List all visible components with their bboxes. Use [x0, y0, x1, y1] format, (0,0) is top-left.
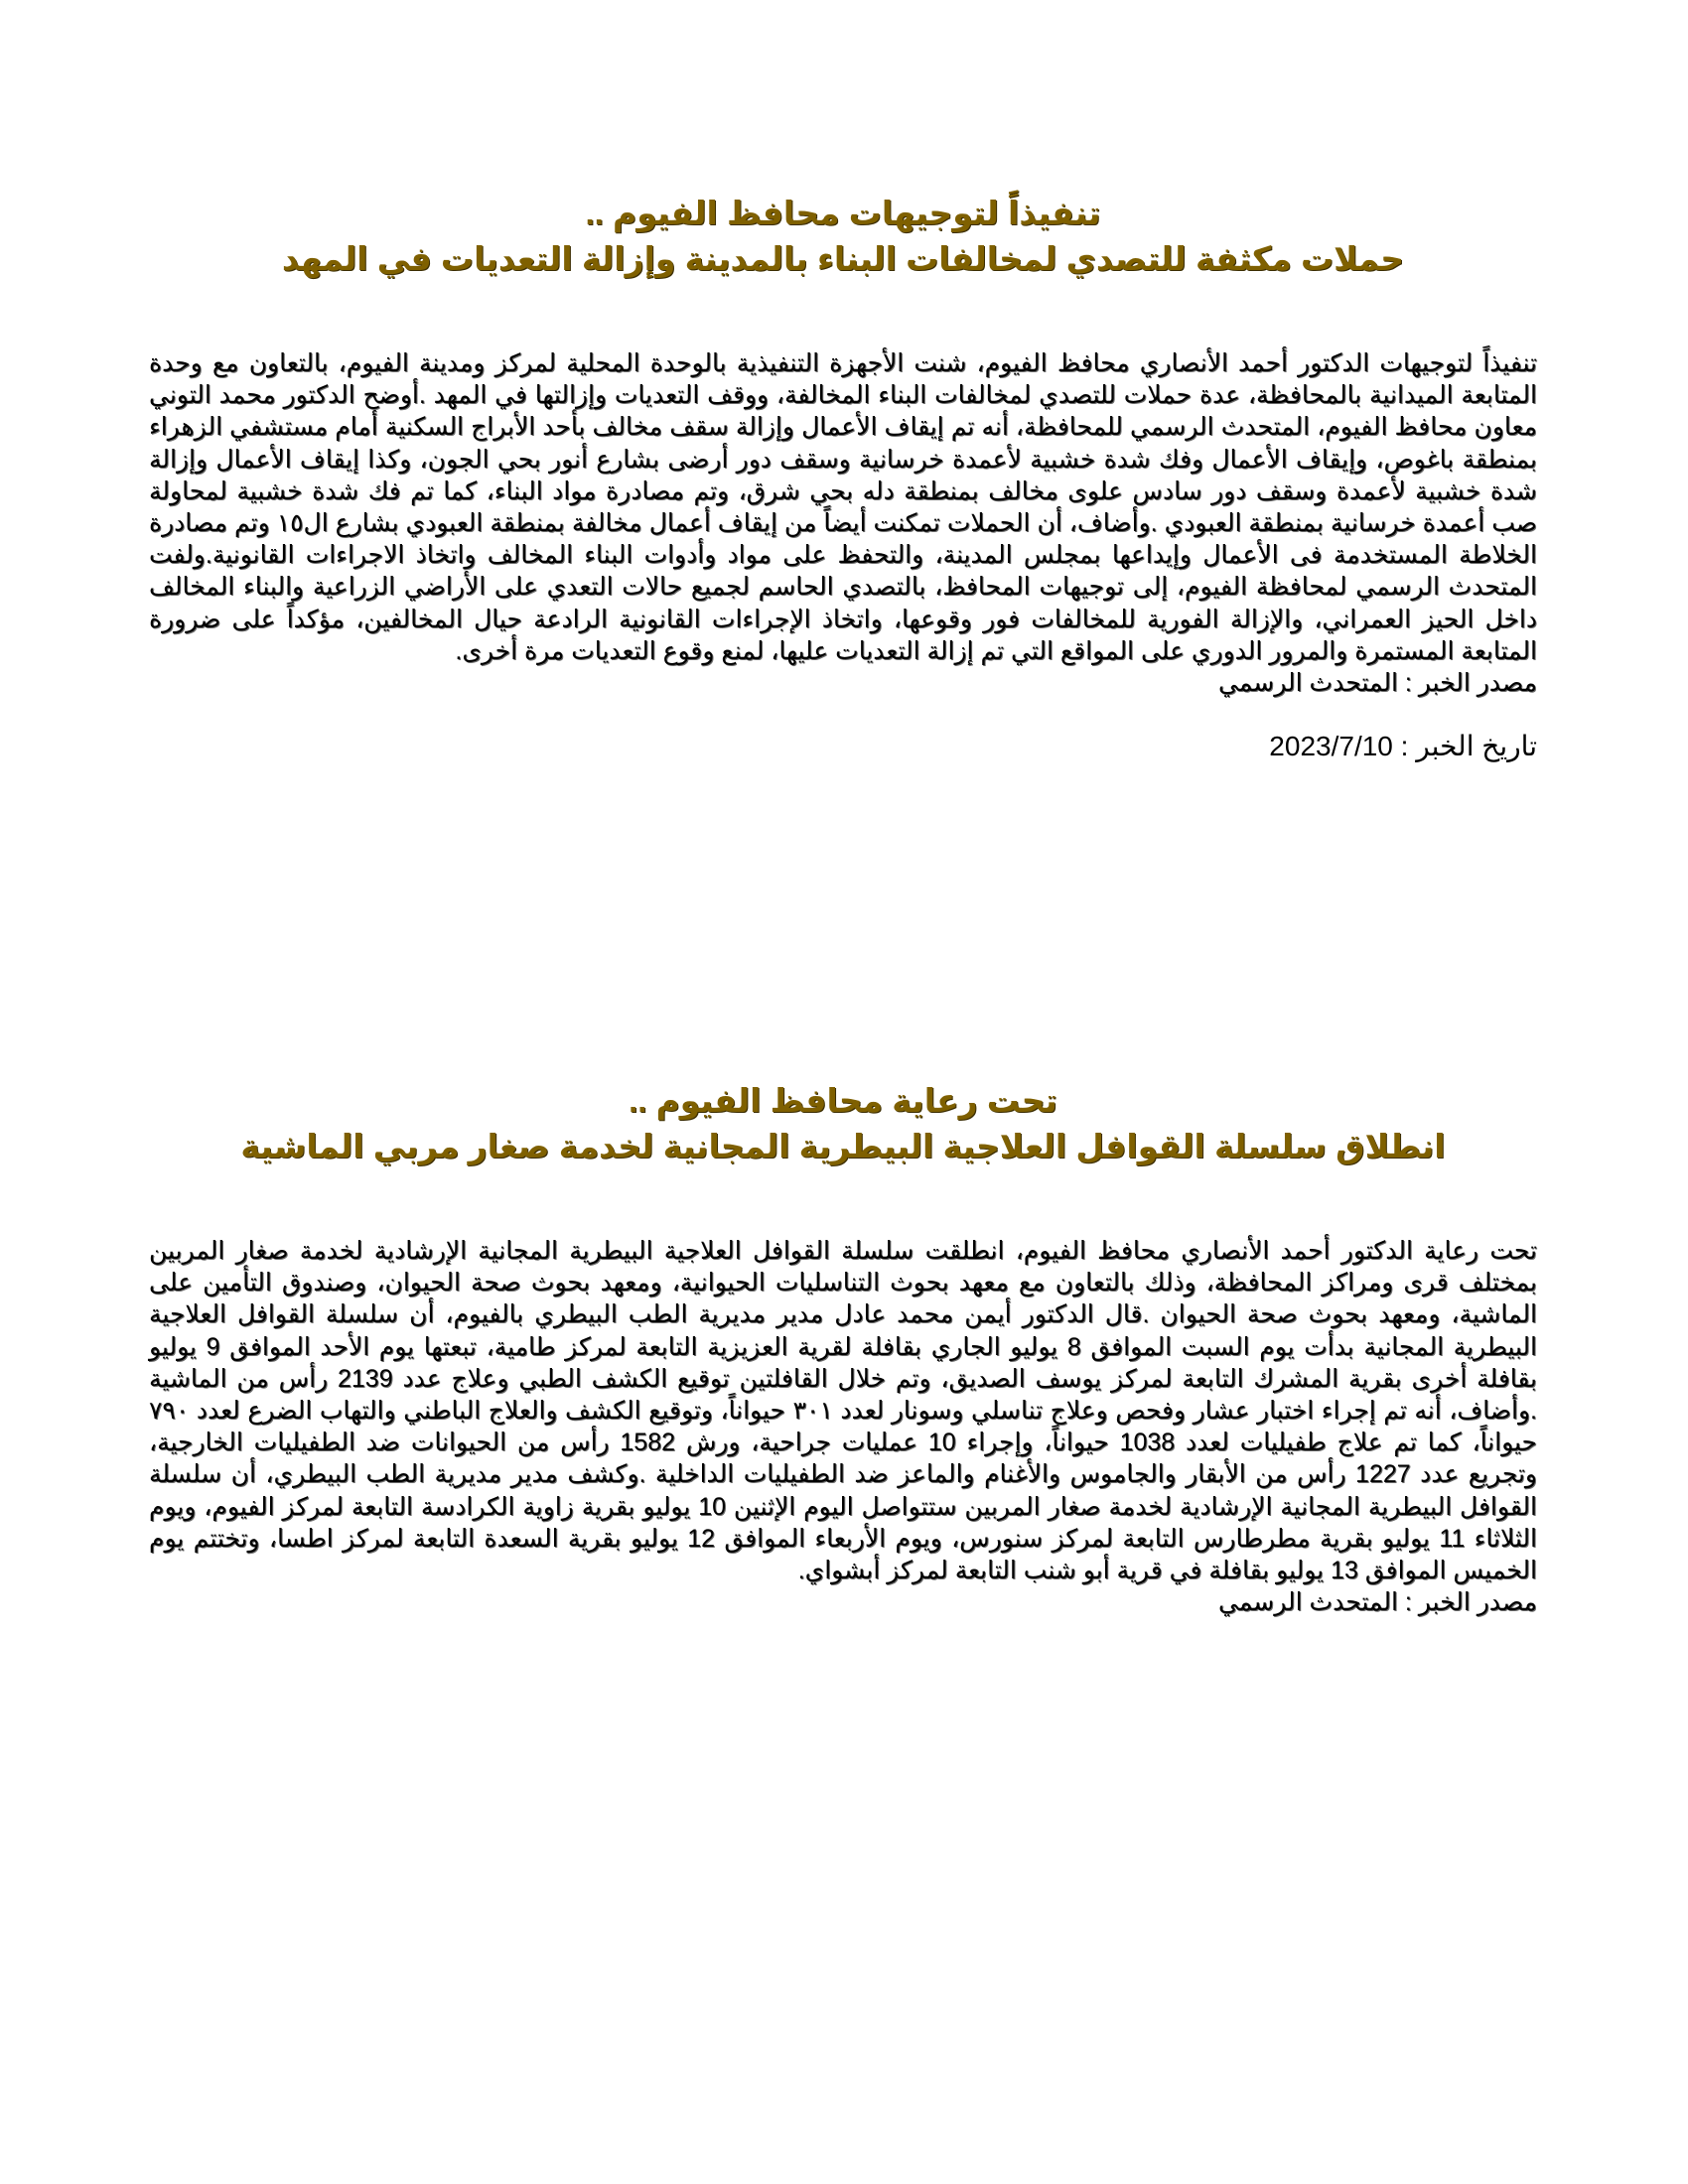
- headline-line-1: تحت رعاية محافظ الفيوم ..: [629, 1082, 1057, 1119]
- article-headline: [149, 191, 1537, 282]
- news-date-label: تاريخ الخبر :: [1392, 731, 1537, 762]
- article-body: تحت رعاية الدكتور أحمد الأنصاري محافظ الفيوم، انطلقت سلسلة القوافل العلاجية البيطرية المجانية الإرشادية لخدمة صغار المربين بمختلف قرى ومراكز المحافظة، وذلك بالتعاون مع معهد بحوث التناسليات الحيوانية، ومعهد بحوث صحة الحيوان، وصندوق التأمين على الماشية، ومعهد بحوث صحة الحيوان .قال الدكتور أيمن محمد عادل مدير مديرية الطب البيطري بالفيوم، أن سلسلة القوافل العلاجية البيطرية المجانية بدأت يوم السبت الموافق 8 يوليو الجاري بقافلة لقرية العزيزية التابعة لمركز طامية، تبعتها يوم الأحد الموافق 9 يوليو بقافلة أخرى بقرية المشرك التابعة لمركز يوسف الصديق، وتم خلال القافلتين توقيع الكشف الطبي وعلاج عدد 2139 رأس من الماشية .وأضاف، أنه تم إجراء اختبار عشار وفحص وعلاج تناسلي وسونار لعدد ٣٠١ حيواناً، وتوقيع الكشف والعلاج الباطني والتهاب الضرع لعدد ٧٩٠ حيواناً، كما تم علاج طفيليات لعدد 1038 حيواناً، وإجراء 10 عمليات جراحية، ورش 1582 رأس من الحيوانات ضد الطفيليات الخارجية، وتجريع عدد 1227 رأس من الأبقار والجاموس والأغنام والماعز ضد الطفيليات الداخلية .وكشف مدير مديرية الطب البيطري، أن سلسلة القوافل البيطرية المجانية الإرشادية لخدمة صغار المربين ستتواصل اليوم الإثنين 10 يوليو بقرية زاوية الكرادسة التابعة لمركز الفيوم، ويوم الثلاثاء 11 يوليو بقرية مطرطارس التابعة لمركز سنورس، ويوم الأربعاء الموافق 12 يوليو بقرية السعدة التابعة لمركز اطسا، وتختتم يوم الخميس الموافق 13 يوليو بقافلة في قرية أبو شنب التابعة لمركز أبشواي.: [149, 1237, 1538, 1585]
- news-date: [149, 729, 1537, 764]
- article-headline: [149, 1078, 1537, 1169]
- article-body: تنفيذاً لتوجيهات الدكتور أحمد الأنصاري محافظ الفيوم، شنت الأجهزة التنفيذية بالوحدة المحلية لمركز ومدينة الفيوم، بالتعاون مع وحدة المتابعة الميدانية بالمحافظة، عدة حملات للتصدي لمخالفات البناء المخالفة، ووقف التعديات وإزالتها في المهد .أوضح الدكتور محمد التوني معاون محافظ الفيوم، المتحدث الرسمي للمحافظة، أنه تم إيقاف الأعمال وإزالة سقف مخالف بأحد الأبراج السكنية أمام مستشفي الزهراء بمنطقة باغوص، وإيقاف الأعمال وفك شدة خشبية لأعمدة خرسانية وسقف دور أرضى بشارع أنور بحي الجون، وكذا إيقاف الأعمال وإزالة شدة خشبية لأعمدة وسقف دور سادس علوى مخالف بمنطقة دله بحي شرق، وتم مصادرة مواد البناء، كما تم فك شدة خشبية لمحاولة صب أعمدة خرسانية بمنطقة العبودي .وأضاف، أن الحملات تمكنت أيضاً من إيقاف أعمال مخالفة بمنطقة العبودي بشارع ال١٥ وتم مصادرة الخلاطة المستخدمة فى الأعمال وإيداعها بمجلس المدينة، والتحفظ على مواد وأدوات البناء المخالف واتخاذ الاجراءات القانونية.ولفت المتحدث الرسمي لمحافظة الفيوم، إلى توجيهات المحافظ، بالتصدي الحاسم لجميع حالات التعدي على الأراضي الزراعية والبناء المخالف داخل الحيز العمراني، والإزالة الفورية للمخالفات فور وقوعها، واتخاذ الإجراءات القانونية الرادعة حيال المخالفين، مؤكداً على ضرورة المتابعة المستمرة والمرور الدوري على المواقع التي تم إزالة التعديات عليها، لمنع وقوع التعديات مرة أخرى.: [149, 349, 1537, 665]
- news-date-value: 2023/7/10: [1269, 731, 1393, 762]
- news-source: مصدر الخبر : المتحدث الرسمي: [1218, 669, 1537, 698]
- headline-line-1: تنفيذاً لتوجيهات محافظ الفيوم ..: [585, 195, 1101, 231]
- news-article: [149, 1078, 1537, 1618]
- news-article: [149, 191, 1537, 764]
- news-source: مصدر الخبر : المتحدث الرسمي: [1218, 1588, 1537, 1617]
- headline-line-2: حملات مكثفة للتصدي لمخالفات البناء بالمدينة وإزالة التعديات في المهد: [281, 240, 1405, 277]
- headline-line-2: انطلاق سلسلة القوافل العلاجية البيطرية المجانية لخدمة صغار مربي الماشية: [240, 1128, 1446, 1164]
